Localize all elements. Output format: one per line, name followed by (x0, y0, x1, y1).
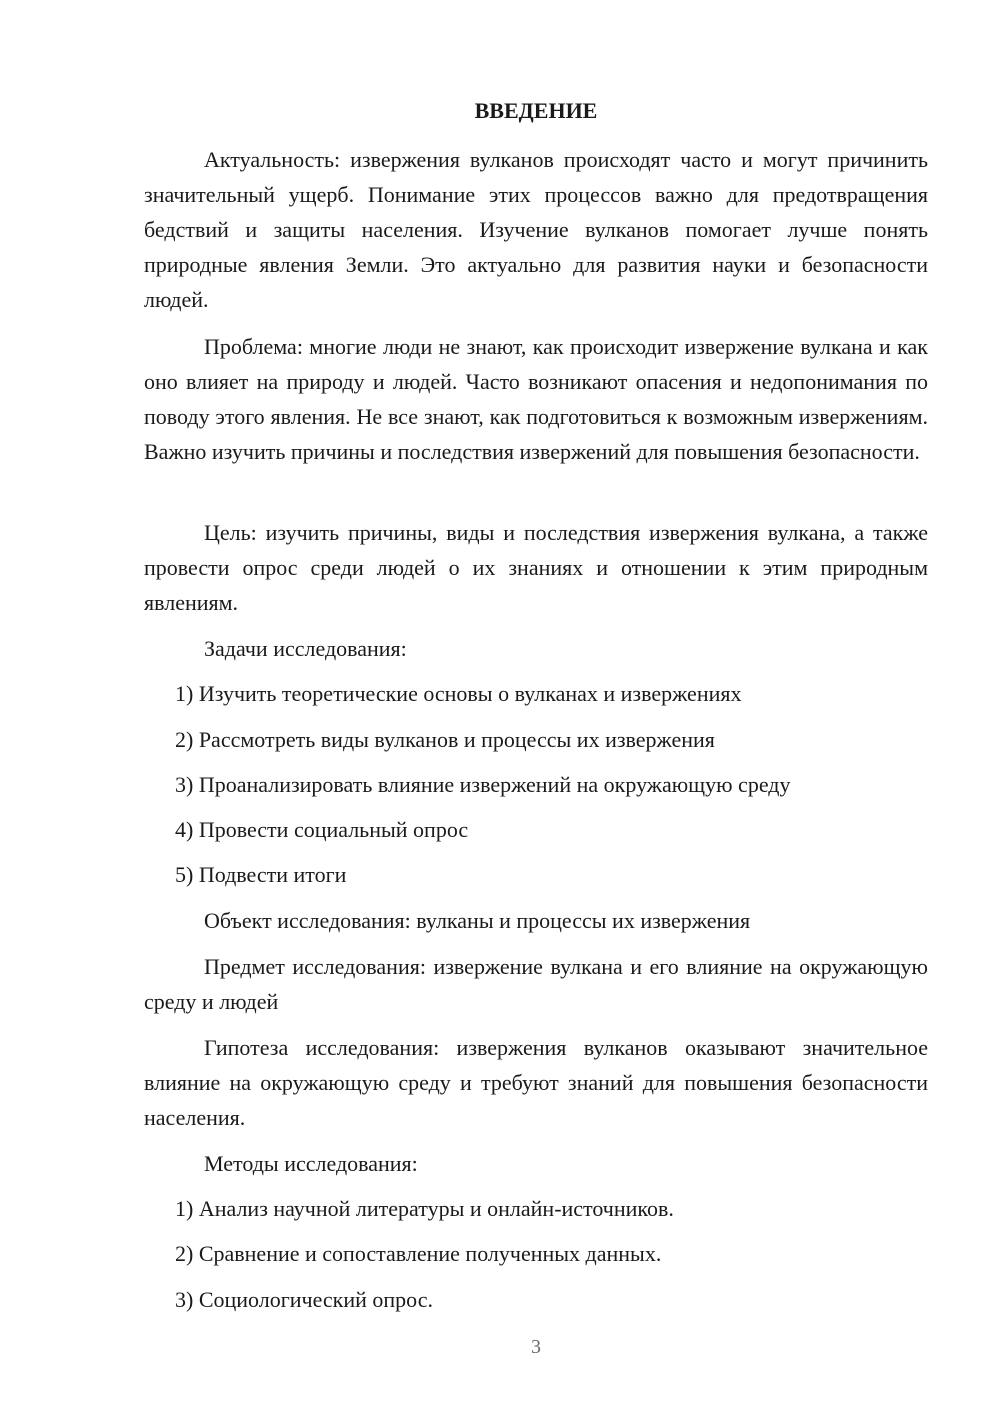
page-title: ВВЕДЕНИЕ (474, 98, 598, 123)
method-item: 2) Сравнение и сопоставление полученных данных. (175, 1241, 662, 1266)
method-item: 3) Социологический опрос. (175, 1287, 433, 1312)
relevance-paragraph: Актуальность: извержения вулканов происходят часто и могут причинить значительный ущерб. Понимание этих процессов важно для предотвращения бедствий и защиты населения. Изучение вулканов помогает лучше понять природные явления Земли. Это актуально для развития науки и безопасности людей. (144, 147, 928, 312)
object-line: Объект исследования: вулканы и процессы их извержения (204, 908, 751, 933)
task-item: 5) Подвести итоги (175, 862, 347, 887)
methods-heading: Методы исследования: (204, 1151, 418, 1176)
page-number: 3 (531, 1336, 541, 1358)
task-item: 1) Изучить теоретические основы о вулканах и извержениях (175, 681, 742, 706)
task-item: 2) Рассмотреть виды вулканов и процессы их извержения (175, 727, 715, 752)
task-item: 4) Провести социальный опрос (175, 817, 469, 842)
goal-paragraph: Цель: изучить причины, виды и последствия извержения вулкана, а также провести опрос среди людей о их знаниях и отношении к этим природным явлениям. (144, 520, 928, 615)
task-item: 3) Проанализировать влияние извержений на окружающую среду (175, 772, 791, 797)
problem-paragraph: Проблема: многие люди не знают, как происходит извержение вулкана и как оно влияет на природу и людей. Часто возникают опасения и недопонимания по поводу этого явления. Не все знают, как подготовиться к возможным извержениям. Важно изучить причины и последствия извержений для повышения безопасности. (144, 334, 928, 464)
tasks-heading: Задачи исследования: (204, 636, 407, 661)
method-item: 1) Анализ научной литературы и онлайн-источников. (175, 1196, 674, 1221)
document-page (144, 0, 928, 1414)
subject-paragraph: Предмет исследования: извержение вулкана и его влияние на окружающую среду и людей (144, 954, 928, 1014)
hypothesis-paragraph: Гипотеза исследования: извержения вулканов оказывают значительное влияние на окружающую среду и требуют знаний для повышения безопасности населения. (144, 1035, 928, 1130)
